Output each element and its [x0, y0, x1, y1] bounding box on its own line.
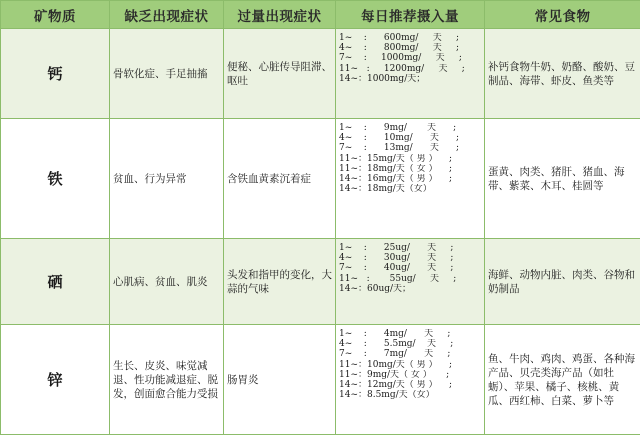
mineral-name: 锌 [1, 325, 110, 435]
intake-line: 4~ : 800mg/ 天 ; [339, 43, 460, 54]
intake-line: 11~：10mg/天（ 男 ） ; [339, 359, 452, 370]
daily-intake [336, 325, 485, 435]
excess-symptoms: 便秘、心脏传导阻滞、呕吐 [224, 29, 336, 119]
mineral-name: 硒 [1, 239, 110, 325]
table-row [1, 119, 640, 239]
deficiency-symptoms: 骨软化症、手足抽搐 [110, 29, 224, 119]
table-row [1, 239, 640, 325]
intake-line: 14~：8.5mg/天（女） [339, 390, 435, 401]
intake-line: 14~：12mg/天（ 男 ） ; [339, 379, 452, 390]
intake-line: 11~ : 1200mg/ 天 ; [339, 63, 465, 74]
intake-line: 4~ : 5.5mg/ 天 ; [339, 339, 454, 350]
common-foods: 补钙食物牛奶、奶酪、酸奶、豆制品、海带、虾皮、鱼类等 [485, 29, 640, 119]
intake-line: 14~：60ug/天； [339, 283, 412, 294]
intake-line: 14~：16mg/天（ 男 ） ; [339, 173, 452, 184]
header-deficiency: 缺乏出现症状 [110, 1, 224, 29]
intake-line: 7~ : 1000mg/ 天 ; [339, 53, 462, 64]
table-row [1, 29, 640, 119]
intake-line: 1~ : 9mg/ 天 ; [339, 123, 457, 133]
intake-line: 1~ : 4mg/ 天 ; [339, 329, 451, 339]
intake-line: 14~：18mg/天（女） [339, 184, 432, 195]
intake-line: 4~ : 30ug/ 天 ; [339, 253, 454, 264]
excess-symptoms: 含铁血黄素沉着症 [224, 119, 336, 239]
header-excess: 过量出现症状 [224, 1, 336, 29]
intake-line: 1~ : 25ug/ 天 ; [339, 243, 454, 253]
header-foods: 常见食物 [485, 1, 640, 29]
daily-intake [336, 119, 485, 239]
common-foods: 蛋黄、肉类、猪肝、猪血、海带、紫菜、木耳、桂圆等 [485, 119, 640, 239]
intake-line: 1~ : 600mg/ 天 ; [339, 33, 460, 43]
deficiency-symptoms: 心肌病、贫血、肌炎 [110, 239, 224, 325]
header-mineral: 矿物质 [1, 1, 110, 29]
common-foods: 鱼、牛肉、鸡肉、鸡蛋、各种海产品、贝壳类海产品（如牡蛎）、苹果、橘子、核桃、黄瓜、西红柿、白菜、萝卜等 [485, 325, 640, 435]
intake-line: 14~：1000mg/天； [339, 73, 426, 84]
intake-line: 11~：15mg/天（ 男 ） ; [339, 153, 452, 164]
intake-line: 4~ : 10mg/ 天 ; [339, 133, 460, 144]
mineral-name: 钙 [1, 29, 110, 119]
intake-line: 11~ : 55ug/ 天 ; [339, 273, 457, 284]
intake-line: 7~ : 7mg/ 天 ; [339, 349, 451, 360]
intake-line: 7~ : 40ug/ 天 ; [339, 263, 454, 274]
daily-intake [336, 29, 485, 119]
table-row [1, 325, 640, 435]
common-foods: 海鲜、动物内脏、肉类、谷物和奶制品 [485, 239, 640, 325]
intake-line: 7~ : 13mg/ 天 ; [339, 143, 460, 154]
deficiency-symptoms: 生长、皮炎、味觉减退、性功能减退症、脱发，创面愈合能力受损 [110, 325, 224, 435]
header-row [1, 1, 640, 29]
excess-symptoms: 肠胃炎 [224, 325, 336, 435]
mineral-name: 铁 [1, 119, 110, 239]
intake-line: 11~：9mg/天（ 女 ） ; [339, 369, 450, 380]
deficiency-symptoms: 贫血、行为异常 [110, 119, 224, 239]
excess-symptoms: 头发和指甲的变化，大蒜的气味 [224, 239, 336, 325]
header-intake: 每日推荐摄入量 [336, 1, 485, 29]
daily-intake [336, 239, 485, 325]
intake-line: 11~：18mg/天（ 女 ） ; [339, 163, 452, 174]
